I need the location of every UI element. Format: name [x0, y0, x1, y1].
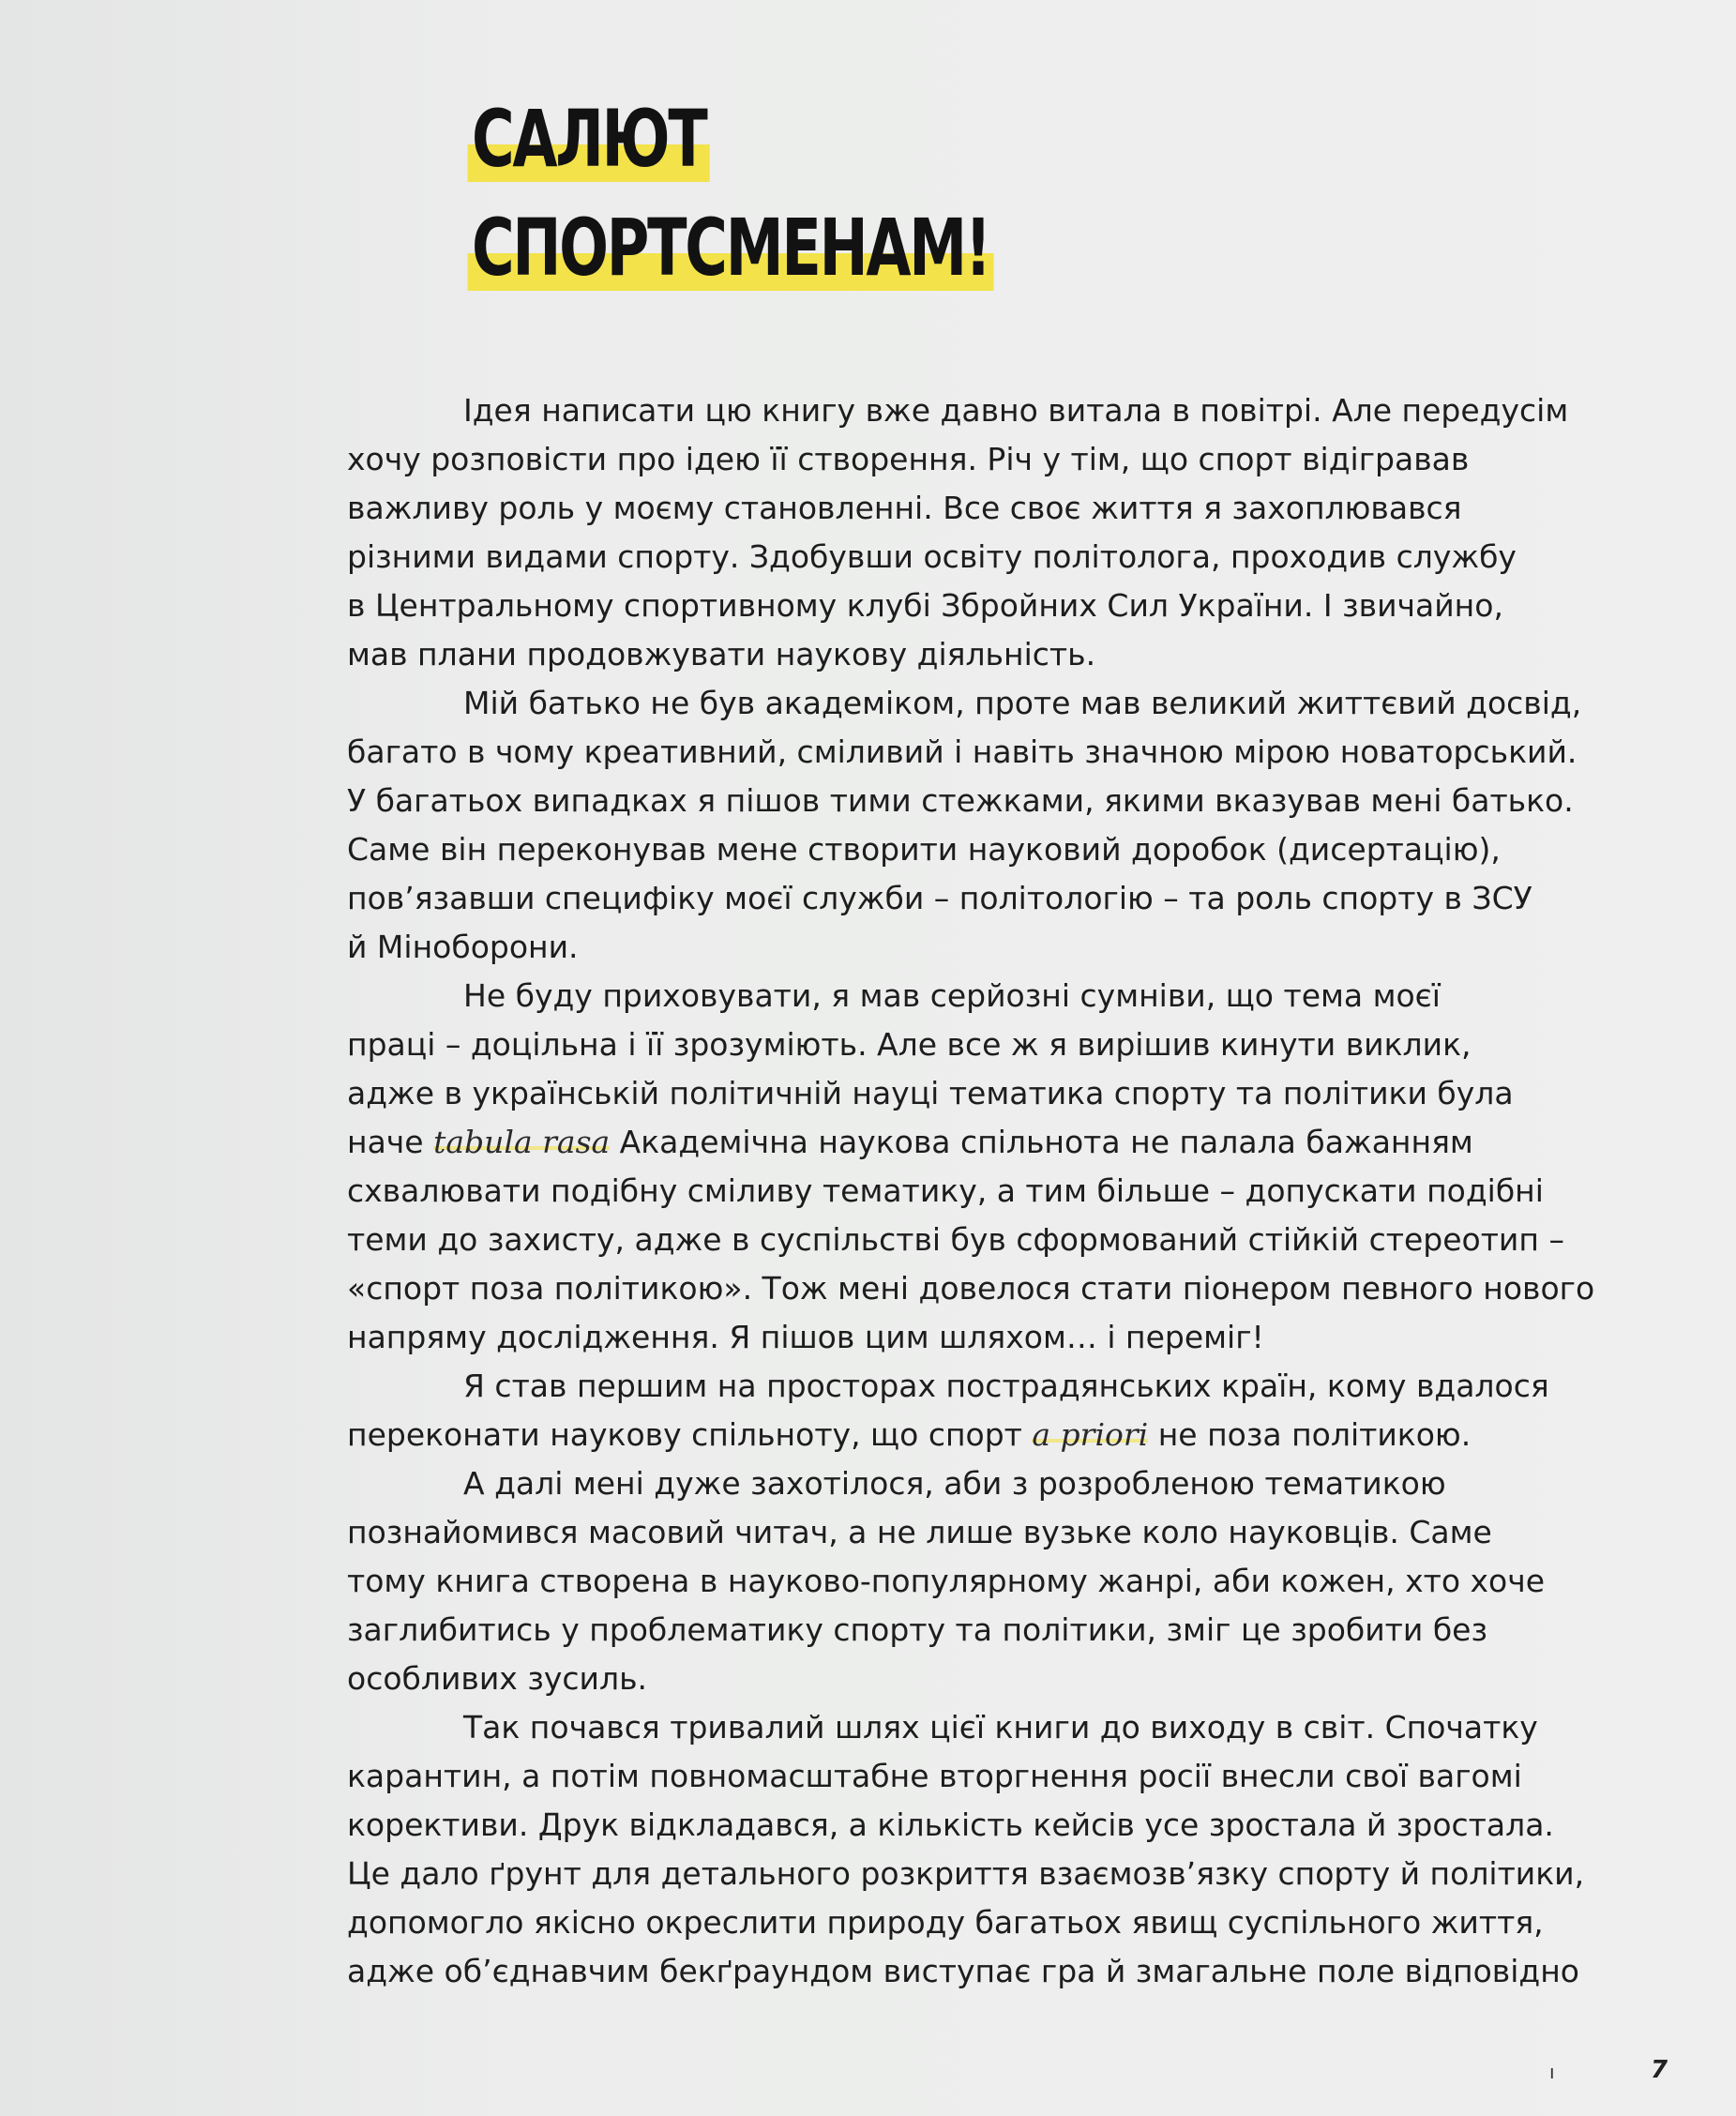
- text-line: багато в чому креативний, сміливий і навіть значною мірою новаторський.: [347, 733, 1577, 770]
- footer-separator: ı: [1549, 2061, 1555, 2083]
- text-line: напряму дослідження. Я пішов цим шляхом… і переміг!: [347, 1319, 1264, 1355]
- text-line: й Міноборони.: [347, 929, 579, 965]
- latin-phrase: a priori: [1032, 1416, 1149, 1453]
- text-line: допомогло якісно окреслити природу багатьох явищ суспільного життя,: [347, 1904, 1544, 1941]
- text-line: Мій батько не був академіком, проте мав великий життєвий досвід,: [463, 685, 1582, 721]
- text-line: карантин, а потім повномасштабне вторгнення росії внесли свої вагомі: [347, 1758, 1522, 1794]
- text-line: хочу розповісти про ідею її створення. Річ у тім, що спорт відігравав: [347, 441, 1470, 477]
- text-line: познайомився масовий читач, а не лише вузьке коло науковців. Саме: [347, 1514, 1492, 1550]
- latin-phrase: tabula rasa: [433, 1124, 611, 1160]
- text-line: пов’язавши специфіку моєї служби – політологію – та роль спорту в ЗСУ: [347, 880, 1532, 916]
- text-line: корективи. Друк відкладався, а кількість кейсів усе зростала й зростала.: [347, 1806, 1554, 1843]
- text-line: схвалювати подібну сміливу тематику, а тим більше – допускати подібні: [347, 1172, 1544, 1209]
- text-line: адже в українській політичній науці тематика спорту та політики була: [347, 1075, 1514, 1111]
- text-line: особливих зусиль.: [347, 1660, 648, 1697]
- page-number: 7: [1651, 2056, 1668, 2084]
- text-line-with-latin: наче tabula rasa Академічна наукова спільнота не палала бажанням: [347, 1124, 1473, 1160]
- text-line: теми до захисту, адже в суспільстві був сформований стійкій стереотип –: [347, 1221, 1564, 1258]
- chapter-title: [469, 84, 1176, 302]
- text-line: тому книга створена в науково-популярному жанрі, аби кожен, хто хоче: [347, 1563, 1546, 1599]
- text-line: мав плани продовжувати наукову діяльність.: [347, 636, 1096, 673]
- title-line-1: САЛЮТ: [469, 84, 709, 193]
- text-line: заглибитись у проблематику спорту та політики, зміг це зробити без: [347, 1611, 1488, 1648]
- text-line: праці – доцільна і її зрозуміють. Але все ж я вирішив кинути виклик,: [347, 1026, 1472, 1063]
- title-line-2: СПОРТСМЕНАМ!: [469, 193, 992, 302]
- text-line: Я став першим на просторах пострадянських країн, кому вдалося: [463, 1368, 1549, 1404]
- text-line: А далі мені дуже захотілося, аби з розробленою тематикою: [463, 1465, 1446, 1502]
- text-line: різними видами спорту. Здобувши освіту політолога, проходив службу: [347, 538, 1517, 575]
- text-line: важливу роль у моєму становленні. Все своє життя я захоплювався: [347, 490, 1462, 526]
- text-line: У багатьох випадках я пішов тими стежками, якими вказував мені батько.: [347, 782, 1574, 819]
- text-line: адже об’єднавчим бекґраундом виступає гра й змагальне поле відповідно: [347, 1953, 1579, 1989]
- text-line-with-latin: переконати наукову спільноту, що спорт a priori не поза політикою.: [347, 1416, 1472, 1453]
- text-line: Так почався тривалий шлях цієї книги до виходу в світ. Спочатку: [463, 1709, 1538, 1746]
- text-line: Це дало ґрунт для детального розкриття взаємозв’язку спорту й політики,: [347, 1855, 1585, 1892]
- body-text: [347, 386, 1679, 1996]
- text-line: Саме він переконував мене створити науковий доробок (дисертацію),: [347, 831, 1501, 868]
- text-line: Не буду приховувати, я мав серйозні сумніви, що тема моєї: [463, 977, 1441, 1014]
- text-line: «спорт поза політикою». Тож мені довелося стати піонером певного нового: [347, 1270, 1595, 1307]
- text-line: Ідея написати цю книгу вже давно витала в повітрі. Але передусім: [463, 392, 1569, 429]
- text-line: в Центральному спортивному клубі Збройних Сил України. І звичайно,: [347, 587, 1503, 624]
